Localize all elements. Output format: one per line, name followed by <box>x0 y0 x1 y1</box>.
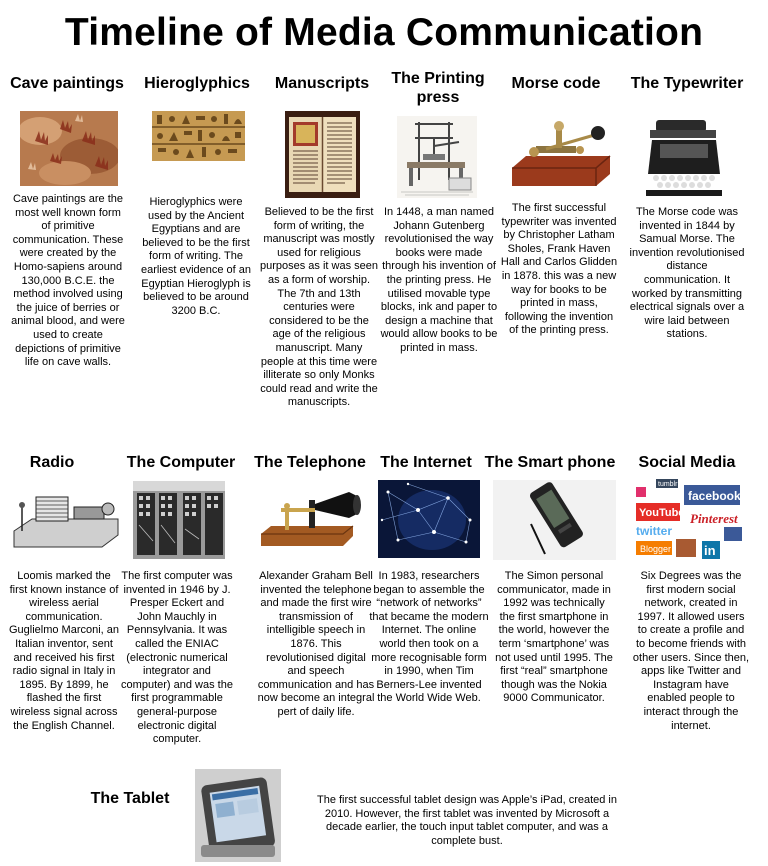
smart-phone-text: The Simon personal communicator, made in 1992 was technically the first smartphone in the world, however the term ‘smartphone’ was not used until 1995. The first “real” smartphone though was the Nokia 9000 Communicator. <box>495 570 613 705</box>
heading-smart-phone: The Smart phone <box>484 454 616 471</box>
cave-paintings-text: Cave paintings are the most well known form of primitive communication. These were created by the Homo-sapiens around 130,000 B.C.E. the method involved using the juice of berries or animal blood, and were used to create depictions of primitive life on cave walls. <box>11 193 125 369</box>
linkedin-logo: in <box>704 543 716 558</box>
heading-hieroglyphics: Hieroglyphics <box>144 75 250 92</box>
internet-network-image <box>378 480 480 558</box>
heading-computer: The Computer <box>126 454 236 471</box>
smartphone-image <box>493 480 616 560</box>
printing-press-image <box>397 116 477 198</box>
radio-apparatus-image <box>8 483 125 556</box>
manuscripts-text: Believed to be the first form of writing, the manuscript was mostly used for religious purposes as it was seen as a form of worship. The 7th and 13th centuries were considered to be the age of the religious manuscript. Many people at this time were illiterate so only Monks could read and write the manuscripts. <box>260 206 379 409</box>
radio-text: Loomis marked the first known instance of wireless aerial communication. Guglielmo Marconi, an Italian inventor, sent and received his first radio signal in Italy in 1895. By 1899, he flashed the first wireless signal across the English Channel. <box>8 570 120 732</box>
telephone-text: Alexander Graham Bell invented the telephone and made the first wire transmission of intelligible speech in 1876. This revolutionised digital and speech communication and has now become an integral pert of daily life. <box>257 570 375 718</box>
computer-text: The first computer was invented in 1946 by J. Presper Eckert and John Mauchly in Pennsylvania. It was called the ENIAC (electronic numerical integrator and computer) and was the first programmable general-purpose electronic digital computer. <box>121 570 233 746</box>
printing-press-text: In 1448, a man named Johann Gutenberg revolutionised the way books were made through his invention of the printing press. He utilised movable type blocks, ink and paper to design a machine that would allow books to be printed in mass. <box>380 206 498 354</box>
twitter-logo: twitter <box>636 524 672 538</box>
telephone-image <box>257 480 369 559</box>
heading-tablet: The Tablet <box>90 790 170 807</box>
heading-social-media: Social Media <box>638 454 736 471</box>
page-title: Timeline of Media Communication <box>64 11 704 54</box>
morse-code-text: The first successful typewriter was invented by Christopher Latham Sholes, Frank Haven Hall and Carlos Glidden in 1878. this was a new way for books to be printed in mass, following the invention of the printing press. <box>500 202 618 337</box>
typewriter-image <box>642 114 726 200</box>
heading-cave-paintings: Cave paintings <box>10 75 124 92</box>
heading-typewriter: The Typewriter <box>630 75 744 92</box>
blogger-logo: Blogger <box>640 544 672 554</box>
manuscript-image <box>285 111 360 198</box>
morse-key-image <box>506 116 617 194</box>
tablet-text: The first successful tablet design was Apple’s iPad, created in 2010. However, the first tablet was invented by Microsoft a decade earlier, the touch input tablet computer, and was a complete bust. <box>316 794 617 847</box>
eniac-computer-image <box>133 481 225 559</box>
tablet-image <box>195 769 281 862</box>
typewriter-text: The Morse code was invented in 1844 by Samual Morse. The invention revolutionised distance communication. It worked by transmitting electrical signals over a wire laid between stations. <box>629 206 745 341</box>
youtube-logo: YouTube <box>639 507 685 519</box>
hieroglyphics-text: Hieroglyphics were used by the Ancient Egyptians and are believed to be the first form of writing. The earliest evidence of an Egyptian Hieroglyph is believed to be around 3200 B.C. <box>140 196 252 317</box>
social-media-logos-image <box>636 479 743 561</box>
heading-manuscripts: Manuscripts <box>274 75 370 92</box>
heading-radio: Radio <box>29 454 75 471</box>
pinterest-logo: Pinterest <box>690 511 738 526</box>
facebook-logo: facebook <box>688 489 741 503</box>
heading-printing-press: The Printing press <box>391 70 485 106</box>
heading-telephone: The Telephone <box>254 454 366 471</box>
social-media-text: Six Degrees was the first modern social network, created in 1997. It allowed users to create a profile and to become friends with other users. Since then, apps like Twitter and Instagram have enabled people to interact through the internet. <box>632 570 750 732</box>
tumblr-logo: tumblr <box>658 481 678 488</box>
hieroglyphics-image <box>152 111 245 161</box>
internet-text: In 1983, researchers began to assemble the “network of networks” that became the modern Internet. The online world then took on a more recognisable form in 1990, when Tim Berners-Lee invented the World Wide Web. <box>369 570 489 705</box>
heading-morse-code: Morse code <box>511 75 601 92</box>
cave-painting-image <box>20 111 118 186</box>
heading-internet: The Internet <box>380 454 472 471</box>
